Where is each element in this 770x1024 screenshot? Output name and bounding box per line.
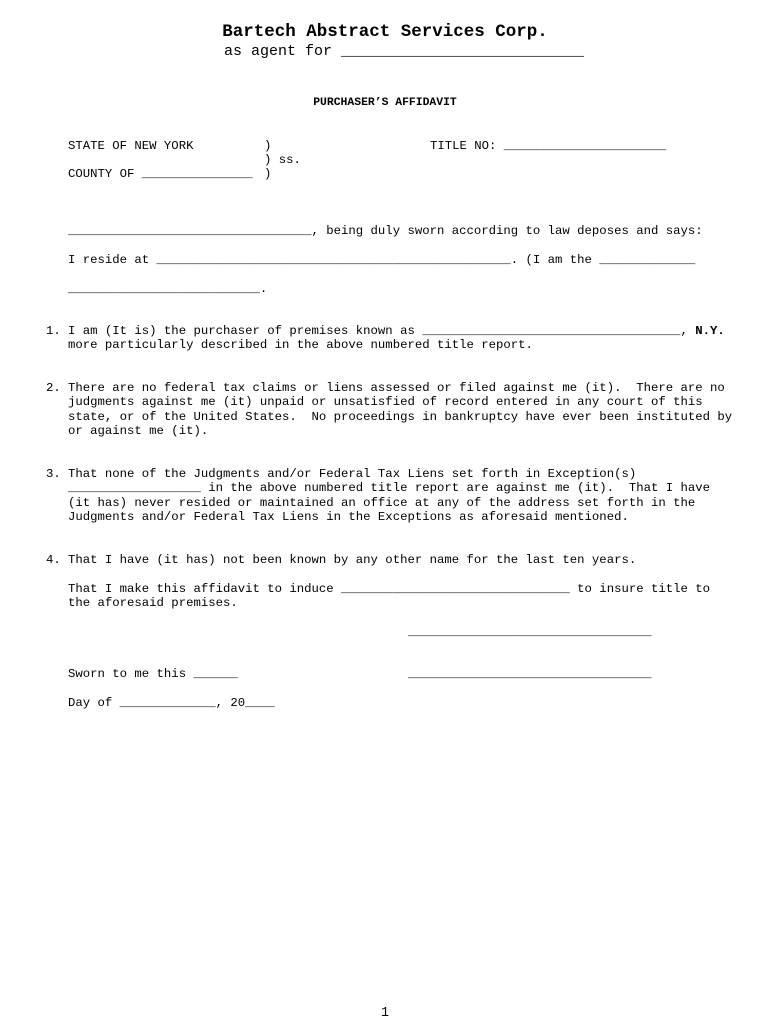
item-1-line-1: I am (It is) the purchaser of premises known as ___________________________________, N.Y. bbox=[68, 324, 725, 338]
signature-line: _________________________________ bbox=[408, 625, 652, 639]
deponent-line: _________________________________, being duly sworn according to law deposes and says: bbox=[68, 224, 703, 238]
item-2-line: or against me (it). bbox=[68, 424, 209, 438]
document-title: PURCHASER’S AFFIDAVIT bbox=[313, 97, 457, 109]
residence-continuation: __________________________. bbox=[68, 282, 268, 296]
item-3-line: Judgments and/or Federal Tax Liens in the Exceptions as aforesaid mentioned. bbox=[68, 510, 629, 524]
agent-line: as agent for ___________________________ bbox=[224, 43, 585, 60]
state-label: STATE OF NEW YORK bbox=[68, 139, 194, 153]
item-3-line: (it has) never resided or maintained an office at any of the address set forth in the bbox=[68, 496, 696, 510]
page-number: 1 bbox=[380, 1006, 390, 1021]
residence-line: I reside at ________________________________________________. (I am the _____________ bbox=[68, 253, 696, 267]
item-1-line-2: more particularly described in the above numbered title report. bbox=[68, 338, 533, 352]
item-2-line: judgments against me (it) unpaid or unsatisfied of record entered in any court of this bbox=[68, 395, 703, 409]
item-number: 4. bbox=[46, 553, 61, 567]
sworn-line: Sworn to me this ______ bbox=[68, 667, 238, 681]
signature-line: _________________________________ bbox=[408, 667, 652, 681]
item-number: 1. bbox=[46, 324, 61, 338]
title-number: TITLE NO: ______________________ bbox=[430, 139, 667, 153]
venue-paren-3: ) bbox=[264, 167, 272, 181]
inducement-line-1: That I make this affidavit to induce _______________________________ to insure title to bbox=[68, 582, 711, 596]
item-3-line: That none of the Judgments and/or Federal Tax Liens set forth in Exception(s) bbox=[68, 467, 637, 481]
item-number: 3. bbox=[46, 467, 61, 481]
venue-paren-1: ) bbox=[264, 139, 272, 153]
company-name: Bartech Abstract Services Corp. bbox=[222, 22, 548, 42]
county-label: COUNTY OF _______________ bbox=[68, 167, 253, 181]
item-4-line: That I have (it has) not been known by any other name for the last ten years. bbox=[68, 553, 637, 567]
inducement-line-2: the aforesaid premises. bbox=[68, 596, 238, 610]
item-1-ny: N.Y. bbox=[695, 324, 725, 338]
sworn-date-line: Day of _____________, 20____ bbox=[68, 696, 275, 710]
item-2-line: There are no federal tax claims or liens assessed or filed against me (it). There are no bbox=[68, 381, 725, 395]
venue-ss: ) ss. bbox=[264, 153, 301, 167]
item-number: 2. bbox=[46, 381, 61, 395]
item-3-line: __________________ in the above numbered title report are against me (it). That I have bbox=[68, 481, 711, 495]
item-2-line: state, or of the United States. No proceedings in bankruptcy have ever been instituted by bbox=[68, 410, 733, 424]
